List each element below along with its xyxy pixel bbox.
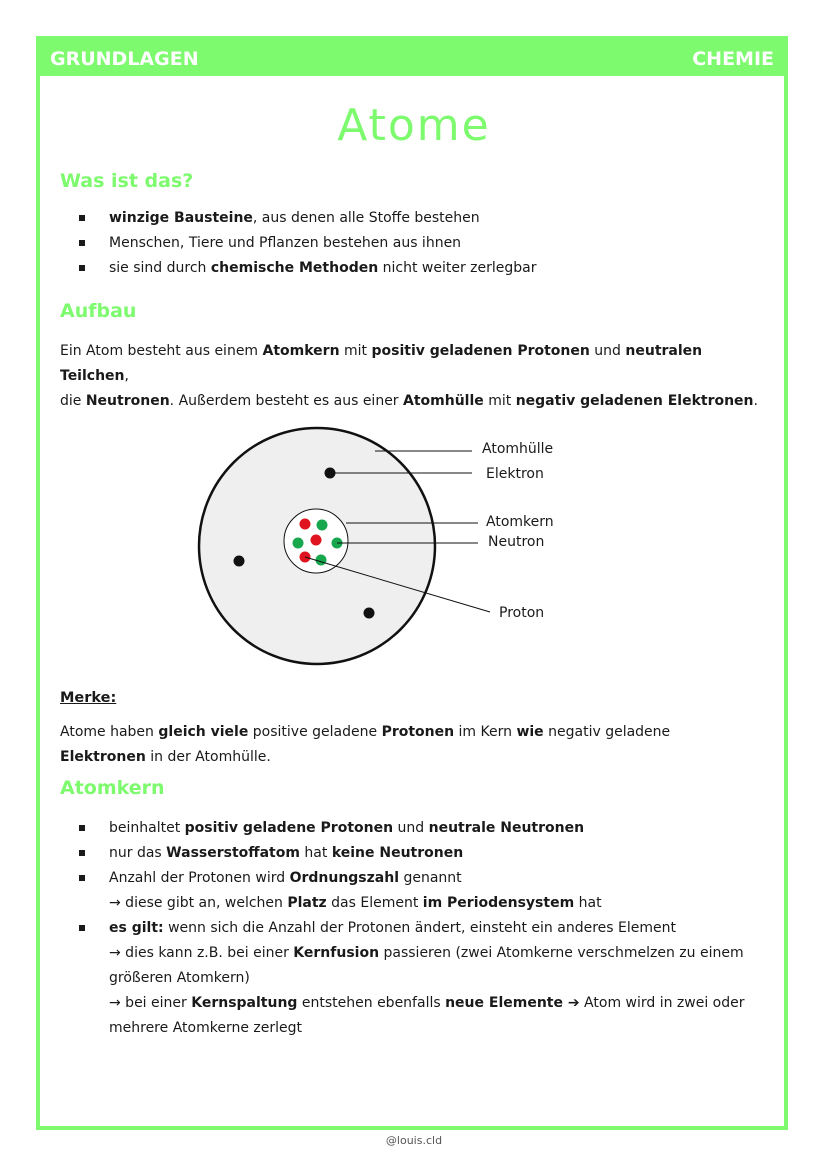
aufbau-paragraph: Ein Atom besteht aus einem Atomkern mit positiv geladenen Protonen und neutralen Teilchen, die Neutronen. Außerdem besteht es aus einer Atomhülle mit negativ geladenen Elektronen. bbox=[60, 343, 758, 409]
label-atomkern: Atomkern bbox=[486, 514, 554, 530]
list-item: es gilt: wenn sich die Anzahl der Protonen ändert, einsteht ein anderes Element → dies kann z.B. bei einer Kernfusion passieren (zwei Atomkerne verschmelzen zu einem größeren Atomkern) → bei einer Kernspaltung entstehen ebenfalls neue Elemente ➔ Atom wird in zwei oder mehrere Atomkerne zerlegt bbox=[60, 916, 780, 1041]
header-bar bbox=[40, 40, 784, 76]
header-right: CHEMIE bbox=[692, 48, 774, 70]
neutron-dot bbox=[317, 520, 328, 531]
label-elektron: Elektron bbox=[486, 466, 544, 482]
section-heading-aufbau: Aufbau bbox=[60, 300, 137, 322]
header-left: GRUNDLAGEN bbox=[50, 48, 199, 70]
list-item: beinhaltet positiv geladene Protonen und neutrale Neutronen bbox=[60, 816, 780, 841]
list-item: sie sind durch chemische Methoden nicht weiter zerlegbar bbox=[60, 256, 780, 281]
list-item: nur das Wasserstoffatom hat keine Neutronen bbox=[60, 841, 780, 866]
neutron-dot bbox=[293, 538, 304, 549]
list-item: winzige Bausteine, aus denen alle Stoffe bestehen bbox=[60, 206, 780, 231]
footer-credit: @louis.cld bbox=[385, 1134, 443, 1147]
section-heading-was-ist-das: Was ist das? bbox=[60, 170, 194, 192]
proton-dot bbox=[300, 519, 311, 530]
section3-list bbox=[60, 816, 780, 1041]
merke-heading: Merke: bbox=[60, 690, 117, 706]
merke-paragraph: Atome haben gleich viele positive geladene Protonen im Kern wie negativ geladene Elektronen in der Atomhülle. bbox=[60, 724, 671, 765]
atom-diagram bbox=[190, 420, 610, 680]
list-item: Anzahl der Protonen wird Ordnungszahl genannt → diese gibt an, welchen Platz das Element im Periodensystem hat bbox=[60, 866, 780, 916]
section1-list bbox=[60, 206, 780, 281]
label-neutron: Neutron bbox=[488, 534, 545, 550]
label-proton: Proton bbox=[499, 605, 545, 621]
electron-dot bbox=[364, 608, 375, 619]
neutron-dot bbox=[316, 555, 327, 566]
label-atomhuelle: Atomhülle bbox=[482, 441, 554, 457]
electron-dot bbox=[234, 556, 245, 567]
proton-dot bbox=[311, 535, 322, 546]
section-heading-atomkern: Atomkern bbox=[60, 777, 165, 799]
page-title: Atome bbox=[337, 100, 491, 151]
list-item: Menschen, Tiere und Pflanzen bestehen aus ihnen bbox=[60, 231, 780, 256]
